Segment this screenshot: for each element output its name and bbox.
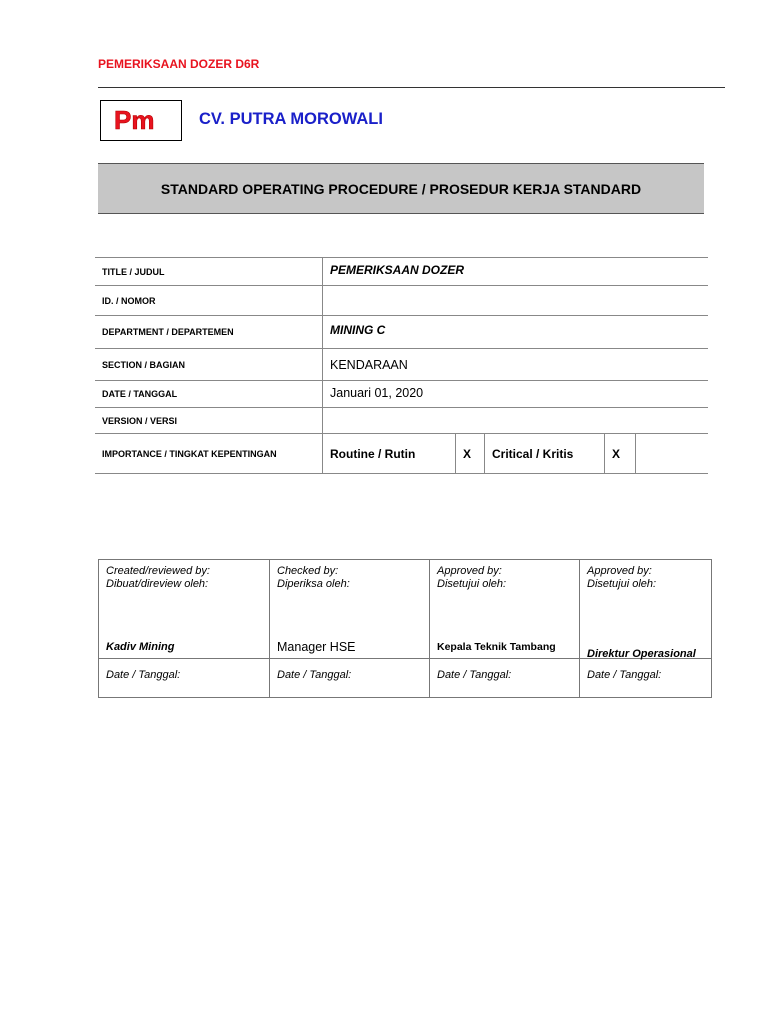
signoff-date-row: [99, 659, 712, 698]
routine-mark: X: [456, 434, 485, 474]
title-value: PEMERIKSAAN DOZER: [323, 258, 709, 286]
row-date: [95, 381, 708, 408]
signoff-name: Direktur Operasional: [587, 648, 696, 660]
row-title: [95, 258, 708, 286]
signoff-table: [98, 559, 712, 698]
signoff-role-id: Disetujui oleh:: [437, 578, 507, 590]
sop-info-table: [95, 257, 708, 474]
signoff-role-id: Dibuat/direview oleh:: [106, 578, 209, 590]
critical-mark: X: [605, 434, 636, 474]
department-label: DEPARTMENT / DEPARTEMEN: [95, 316, 323, 349]
signoff-role-id: Diperiksa oleh:: [277, 578, 350, 590]
company-name: CV. PUTRA MOROWALI: [199, 110, 383, 128]
row-id: [95, 286, 708, 316]
document-header-title: PEMERIKSAAN DOZER D6R: [98, 57, 260, 71]
header-divider: [98, 87, 725, 88]
pm-logo-icon: [112, 107, 170, 135]
signoff-name: Kadiv Mining: [106, 641, 175, 653]
id-value: [323, 286, 709, 316]
signoff-date: Date / Tanggal:: [270, 659, 430, 698]
signoff-cell-approver-1: [430, 560, 580, 659]
row-section: [95, 349, 708, 381]
signoff-date: Date / Tanggal:: [99, 659, 270, 698]
signoff-date: Date / Tanggal:: [580, 659, 712, 698]
id-label: ID. / NOMOR: [95, 286, 323, 316]
importance-label: IMPORTANCE / TINGKAT KEPENTINGAN: [95, 434, 323, 474]
signoff-date: Date / Tanggal:: [430, 659, 580, 698]
date-value: Januari 01, 2020: [323, 381, 709, 408]
section-label: SECTION / BAGIAN: [95, 349, 323, 381]
company-logo: [100, 100, 182, 141]
department-value: MINING C: [323, 316, 709, 349]
signoff-cell-creator: [99, 560, 270, 659]
signoff-cell-approver-2: [580, 560, 712, 659]
signoff-cell-checker: [270, 560, 430, 659]
version-value: [323, 408, 709, 434]
sop-banner: STANDARD OPERATING PROCEDURE / PROSEDUR KERJA STANDARD: [98, 163, 704, 214]
title-label: TITLE / JUDUL: [95, 258, 323, 286]
signoff-role-en: Approved by:: [437, 565, 502, 577]
signoff-role-en: Approved by:: [587, 565, 652, 577]
signoff-role-id: Disetujui oleh:: [587, 578, 657, 590]
signoff-role-row: [99, 560, 712, 659]
logo-text: Pm: [114, 106, 155, 135]
section-value: KENDARAAN: [323, 349, 709, 381]
signoff-name: Manager HSE: [277, 640, 356, 654]
version-label: VERSION / VERSI: [95, 408, 323, 434]
importance-spacer: [636, 434, 709, 474]
signoff-role-en: Checked by:: [277, 565, 339, 577]
routine-label: Routine / Rutin: [323, 434, 456, 474]
row-importance: [95, 434, 708, 474]
row-version: [95, 408, 708, 434]
signoff-role-en: Created/reviewed by:: [106, 565, 210, 577]
signoff-name: Kepala Teknik Tambang: [437, 641, 556, 653]
date-label: DATE / TANGGAL: [95, 381, 323, 408]
critical-label: Critical / Kritis: [485, 434, 605, 474]
row-department: [95, 316, 708, 349]
